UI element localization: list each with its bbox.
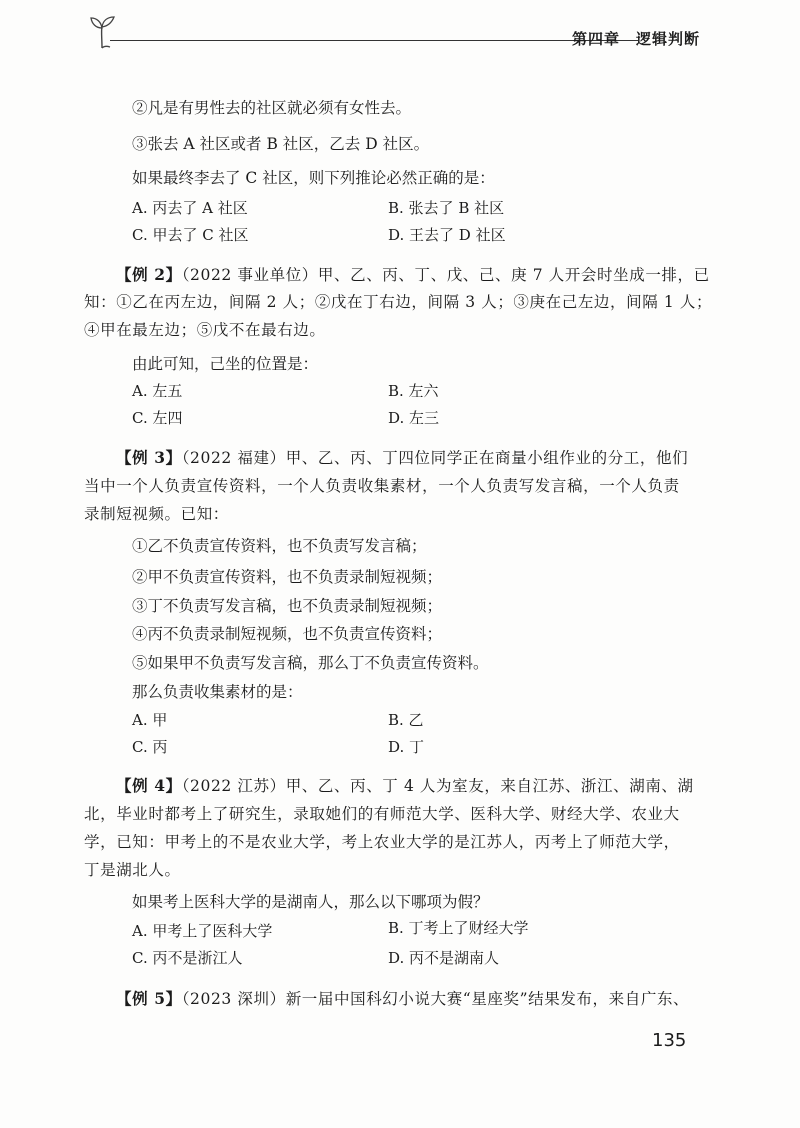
example-2-line-2: 知：①乙在丙左边，间隔 2 人；②戊在丁右边，间隔 3 人；③庚在己左边，间隔 1 人；: [84, 293, 713, 311]
example-3-condition-4: ④丙不负责录制短视频，也不负责宣传资料；: [132, 625, 443, 643]
example-3-tag: 【例 3】: [116, 448, 182, 467]
running-header: [88, 10, 700, 50]
example-3-condition-5: ⑤如果甲不负责写发言稿，那么丁不负责宣传资料。: [132, 654, 489, 672]
option-b: B. 乙: [388, 711, 424, 729]
example-2-line-3: ④甲在最左边；⑤戊不在最右边。: [84, 321, 326, 339]
chapter-number: 第四章: [571, 30, 620, 48]
example-2-tag: 【例 2】: [116, 265, 182, 284]
page-number: 135: [652, 1030, 687, 1051]
example-3-condition-3: ③丁不负责写发言稿，也不负责录制短视频；: [132, 597, 443, 615]
option-c: C. 丙: [132, 738, 168, 756]
header-rule: [110, 40, 638, 41]
option-c: C. 丙不是浙江人: [132, 949, 243, 967]
option-b: B. 丁考上了财经大学: [388, 919, 529, 937]
option-d: D. 丁: [388, 738, 425, 756]
condition-3: ③张去 A 社区或者 B 社区，乙去 D 社区。: [132, 135, 430, 153]
condition-2: ②凡是有男性去的社区就必须有女性去。: [132, 99, 412, 117]
option-c: C. 左四: [132, 409, 183, 427]
example-3-condition-2: ②甲不负责宣传资料，也不负责录制短视频；: [132, 568, 443, 586]
option-a: A. 甲考上了医科大学: [132, 922, 273, 940]
example-3-line-2: 当中一个人负责宣传资料，一个人负责收集素材，一个人负责写发言稿，一个人负责: [84, 477, 680, 495]
option-b: B. 张去了 B 社区: [388, 199, 505, 217]
example-4-line-4: 丁是湖北人。: [84, 861, 181, 879]
example-3-line-1: 【例 3】（2022 福建）甲、乙、丙、丁四位同学正在商量小组作业的分工，他们: [116, 448, 689, 467]
option-b: B. 左六: [388, 382, 439, 400]
option-a: A. 甲: [132, 711, 168, 729]
example-3-line-3: 录制短视频。已知：: [84, 505, 229, 523]
example-5-line-1: 【例 5】（2023 深圳）新一届中国科幻小说大赛“星座奖”结果发布，来自广东、: [116, 989, 690, 1008]
example-3-condition-1: ①乙不负责宣传资料，也不负责写发言稿；: [132, 537, 427, 555]
example-4-tag: 【例 4】: [116, 776, 182, 795]
chapter-title: [572, 28, 700, 49]
example-4-line-3: 学，已知：甲考上的不是农业大学，考上农业大学的是江苏人，丙考上了师范大学，: [84, 833, 680, 851]
example-2-line-1: 【例 2】（2022 事业单位）甲、乙、丙、丁、戊、己、庚 7 人开会时坐成一排，已: [116, 265, 710, 284]
example-4-line-1: 【例 4】（2022 江苏）甲、乙、丙、丁 4 人为室友，来自江苏、浙江、湖南、湖: [116, 776, 694, 795]
option-d: D. 左三: [388, 409, 440, 427]
example-4-question: 如果考上医科大学的是湖南人，那么以下哪项为假？: [132, 893, 489, 911]
example-4-line-2: 北，毕业时都考上了研究生，录取她们的有师范大学、医科大学、财经大学、农业大: [84, 805, 680, 823]
example-2-question: 由此可知，己坐的位置是：: [132, 355, 319, 373]
example-3-question: 那么负责收集素材的是：: [132, 683, 303, 701]
option-a: A. 左五: [132, 382, 183, 400]
chapter-name: 逻辑判断: [635, 30, 700, 48]
option-d: D. 王去了 D 社区: [388, 226, 506, 244]
example-5-tag: 【例 5】: [116, 989, 182, 1008]
option-c: C. 甲去了 C 社区: [132, 226, 249, 244]
option-a: A. 丙去了 A 社区: [132, 199, 248, 217]
option-d: D. 丙不是湖南人: [388, 949, 500, 967]
sprout-icon: [88, 14, 122, 50]
question: 如果最终李去了 C 社区，则下列推论必然正确的是：: [132, 169, 495, 187]
